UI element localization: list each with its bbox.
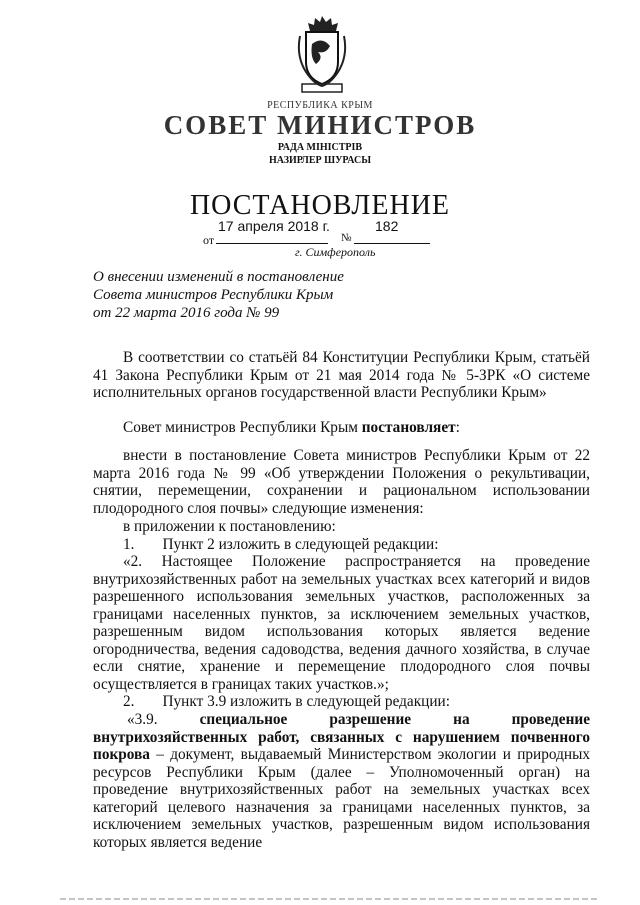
city-name: г. Симферополь bbox=[295, 245, 376, 259]
decree-date: 17 апреля 2018 г. bbox=[218, 218, 330, 234]
page-footer-lines bbox=[0, 893, 640, 905]
date-label: от bbox=[203, 233, 215, 247]
resolves-text: Совет министров Республики Крым bbox=[123, 419, 362, 436]
council-name-crimean-tatar: НАЗИРЛЕР ШУРАСЫ bbox=[268, 155, 372, 166]
appendix-paragraph: в приложении к постановлению: bbox=[123, 518, 336, 535]
number-underline bbox=[354, 243, 430, 244]
council-name-ukrainian: РАДА МІНІСТРІВ bbox=[277, 142, 363, 153]
item-2-quote-start: «3.9. bbox=[127, 711, 200, 728]
item-1-number: 1. bbox=[123, 536, 135, 553]
item-2-quote-term: специальное разрешение на проведение внутрихозяйственных работ, связанных с нарушением почвенного покрова bbox=[93, 711, 590, 763]
republic-name: РЕСПУБЛИКА КРЫМ bbox=[267, 100, 373, 111]
item-2-number: 2. bbox=[123, 693, 135, 710]
council-name: СОВЕТ МИНИСТРОВ bbox=[163, 110, 477, 140]
resolves-colon: : bbox=[455, 419, 460, 436]
item-1-text: Пункт 2 изложить в следующей редакции: bbox=[162, 536, 439, 553]
date-underline bbox=[216, 243, 328, 244]
item-2 bbox=[93, 693, 590, 711]
document-type: ПОСТАНОВЛЕНИЕ bbox=[189, 190, 451, 221]
decree-number: 182 bbox=[375, 218, 399, 234]
item-2-text: Пункт 3.9 изложить в следующей редакции: bbox=[162, 693, 450, 710]
item-2-quote bbox=[93, 711, 590, 851]
resolves-paragraph bbox=[93, 419, 590, 437]
number-label: № bbox=[341, 232, 352, 244]
title-line: от 22 марта 2016 года № 99 bbox=[93, 305, 280, 321]
crimea-coat-of-arms-icon bbox=[296, 14, 348, 96]
decree-title bbox=[93, 268, 344, 322]
intro-paragraph: внести в постановление Совета министров Республики Крым от 22 марта 2016 года № 99 «Об утверждении Положения о рекультивации, снятии, перемещении, сохранении и рациональном использовании плодородного слоя почвы» следующие изменения: bbox=[93, 447, 590, 517]
item-2-quote-definition: – документ, выдаваемый Министерством экологии и природных ресурсов Республики Крым (далее – Уполномоченный орган) на проведение внутрихозяйственных работ на земельных участках всех категорий целевого назначения за границами населенных пунктов, за исключением земельных участков, разрешенным видом использования которых является ведение bbox=[93, 746, 590, 851]
item-1-quote: «2. Настоящее Положение распространяется на проведение внутрихозяйственных работ на земельных участках всех категорий и видов разрешенного использования земельных участков, расположенных за границами населенных пунктов, за исключением земельных участков, разрешенным видом использования которых является ведение огородничества, ведения садоводства, ведения дачного хозяйства, в случае если снятие, хранение и перемещение плодородного слоя почвы осуществляется в границах таких участков.»; bbox=[93, 553, 590, 693]
title-line: Совета министров Республики Крым bbox=[93, 287, 334, 303]
title-line: О внесении изменений в постановление bbox=[93, 269, 344, 285]
resolves-keyword: постановляет bbox=[361, 419, 456, 436]
preamble-paragraph: В соответствии со статьёй 84 Конституции Республики Крым, статьёй 41 Закона Республики Крым от 21 мая 2014 года № 5-ЗРК «О системе исполнительных органов государственной власти Республики Крым» bbox=[93, 349, 590, 401]
item-1 bbox=[93, 536, 590, 554]
